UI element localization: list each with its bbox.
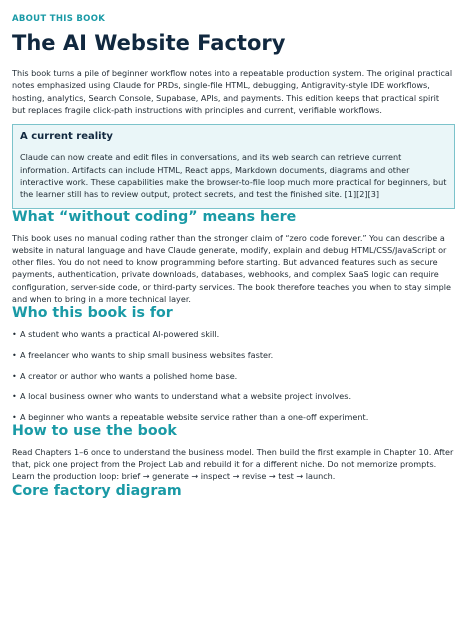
intro-paragraph: This book turns a pile of beginner workflow notes into a repeatable production system. The original practical notes emphasized using Claude for PRDs, single-file HTML, debugging, Antigravity-style IDE workflows, hosting, analytics, Search Console, Supabase, APIs, and payments. This edition keeps that practical spirit but replaces fragile click-path instructions with principles and current, verifiable workflows.: [12, 68, 453, 116]
bullet-icon: •: [12, 370, 17, 381]
callout-body: Claude can now create and edit files in conversations, and its web search can retrieve current information. Artifacts can include HTML, React apps, Markdown documents, diagrams and other interactive work. These capabilities make the browser-to-file loop much more practical for beginners, but the learner still has to review output, protect secrets, and test the finished site. [1][2][3]: [20, 152, 447, 200]
eyebrow-label: ABOUT THIS BOOK: [12, 14, 106, 24]
list-item: [12, 328, 455, 340]
bullet-icon: •: [12, 349, 17, 360]
list-item-text: A local business owner who wants to understand what a website project involves.: [20, 391, 352, 402]
list-item-text: A student who wants a practical AI-powered skill.: [20, 329, 220, 340]
list-item-text: A freelancer who wants to ship small business websites faster.: [20, 349, 274, 360]
list-item-text: A beginner who wants a repeatable website service rather than a one-off experiment.: [20, 411, 369, 422]
list-item: [12, 411, 455, 423]
section-heading-who-for: Who this book is for: [12, 305, 173, 322]
section-heading-without-coding: What “without coding” means here: [12, 208, 297, 225]
list-item-text: A creator or author who wants a polished home base.: [20, 370, 238, 381]
bullet-icon: •: [12, 329, 17, 340]
page-title: The AI Website Factory: [12, 31, 286, 55]
section-heading-core-diagram: Core factory diagram: [12, 482, 182, 499]
list-item: [12, 349, 455, 361]
without-coding-paragraph: This book uses no manual coding rather than the stronger claim of “zero code forever.” You can describe a website in natural language and have Claude generate, modify, explain and debug HTML/CSS/JavaScript or other files. You do not need to know programming before starting. But advanced features such as secure payments, authentication, private downloads, databases, webhooks, and complex SaaS logic can require configuration, server-side code, or third-party services. The book therefore teaches you when to stay simple and when to bring in a more technical layer.: [12, 232, 451, 305]
how-to-use-paragraph: Read Chapters 1–6 once to understand the business model. Then build the first example in Chapter 10. After that, pick one project from the Project Lab and rebuild it for a different niche. Do not memorize prompts. Learn the production loop: brief → generate → inspect → revise → test → launch.: [12, 446, 454, 482]
current-reality-callout: [12, 124, 455, 208]
list-item: [12, 390, 455, 402]
list-item: [12, 370, 455, 382]
callout-title: A current reality: [20, 131, 113, 143]
bullet-icon: •: [12, 411, 17, 422]
section-heading-how-to-use: How to use the book: [12, 422, 177, 439]
bullet-icon: •: [12, 391, 17, 402]
audience-list: [12, 328, 455, 422]
